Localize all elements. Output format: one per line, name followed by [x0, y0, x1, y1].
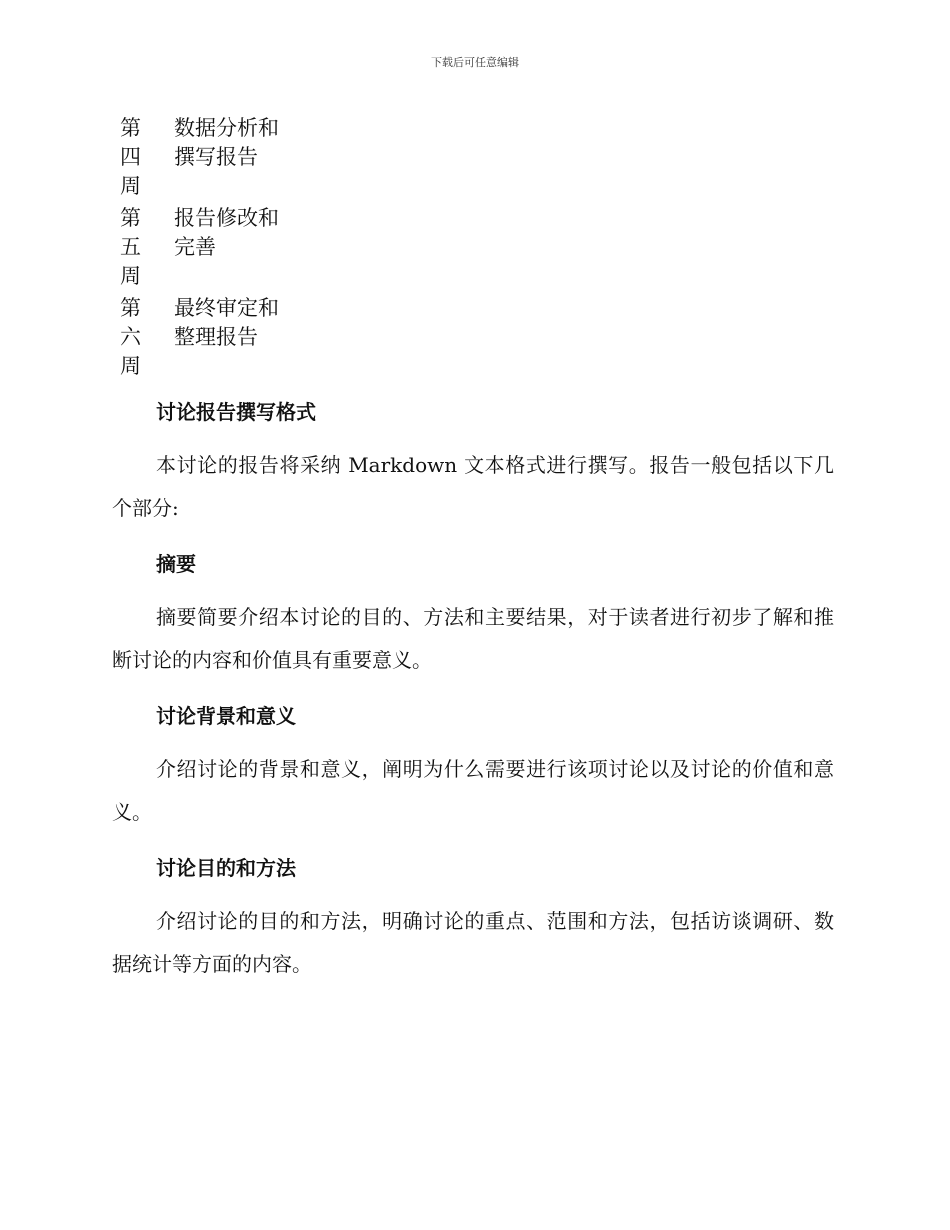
section-paragraph-abstract: 摘要简要介绍本讨论的目的、方法和主要结果，对于读者进行初步了解和推断讨论的内容和价值具有重要意义。 [112, 605, 834, 672]
schedule-week: 第四周 [120, 116, 141, 198]
schedule-row [120, 204, 320, 291]
document-body [112, 392, 834, 1000]
section-paragraph-method: 介绍讨论的目的和方法，明确讨论的重点、范围和方法，包括访谈调研、数据统计等方面的内容。 [112, 909, 834, 976]
schedule-task: 最终审定和整理报告 [174, 296, 279, 349]
schedule-row [120, 114, 320, 201]
schedule-week: 第六周 [120, 296, 141, 378]
section-heading-background: 讨论背景和意义 [156, 704, 296, 728]
section-heading-abstract: 摘要 [156, 552, 196, 576]
schedule-row [120, 294, 320, 381]
schedule-table [120, 114, 320, 384]
schedule-week: 第五周 [120, 206, 141, 288]
schedule-task: 报告修改和完善 [174, 206, 279, 259]
schedule-task: 数据分析和撰写报告 [174, 116, 279, 169]
section-heading-method: 讨论目的和方法 [156, 856, 296, 880]
page-header: 下载后可任意编辑 [431, 56, 519, 69]
section-heading-format: 讨论报告撰写格式 [156, 400, 316, 424]
section-paragraph-background: 介绍讨论的背景和意义，阐明为什么需要进行该项讨论以及讨论的价值和意义。 [112, 757, 834, 824]
section-paragraph-format: 本讨论的报告将采纳 Markdown 文本格式进行撰写。报告一般包括以下几个部分: [112, 453, 834, 520]
